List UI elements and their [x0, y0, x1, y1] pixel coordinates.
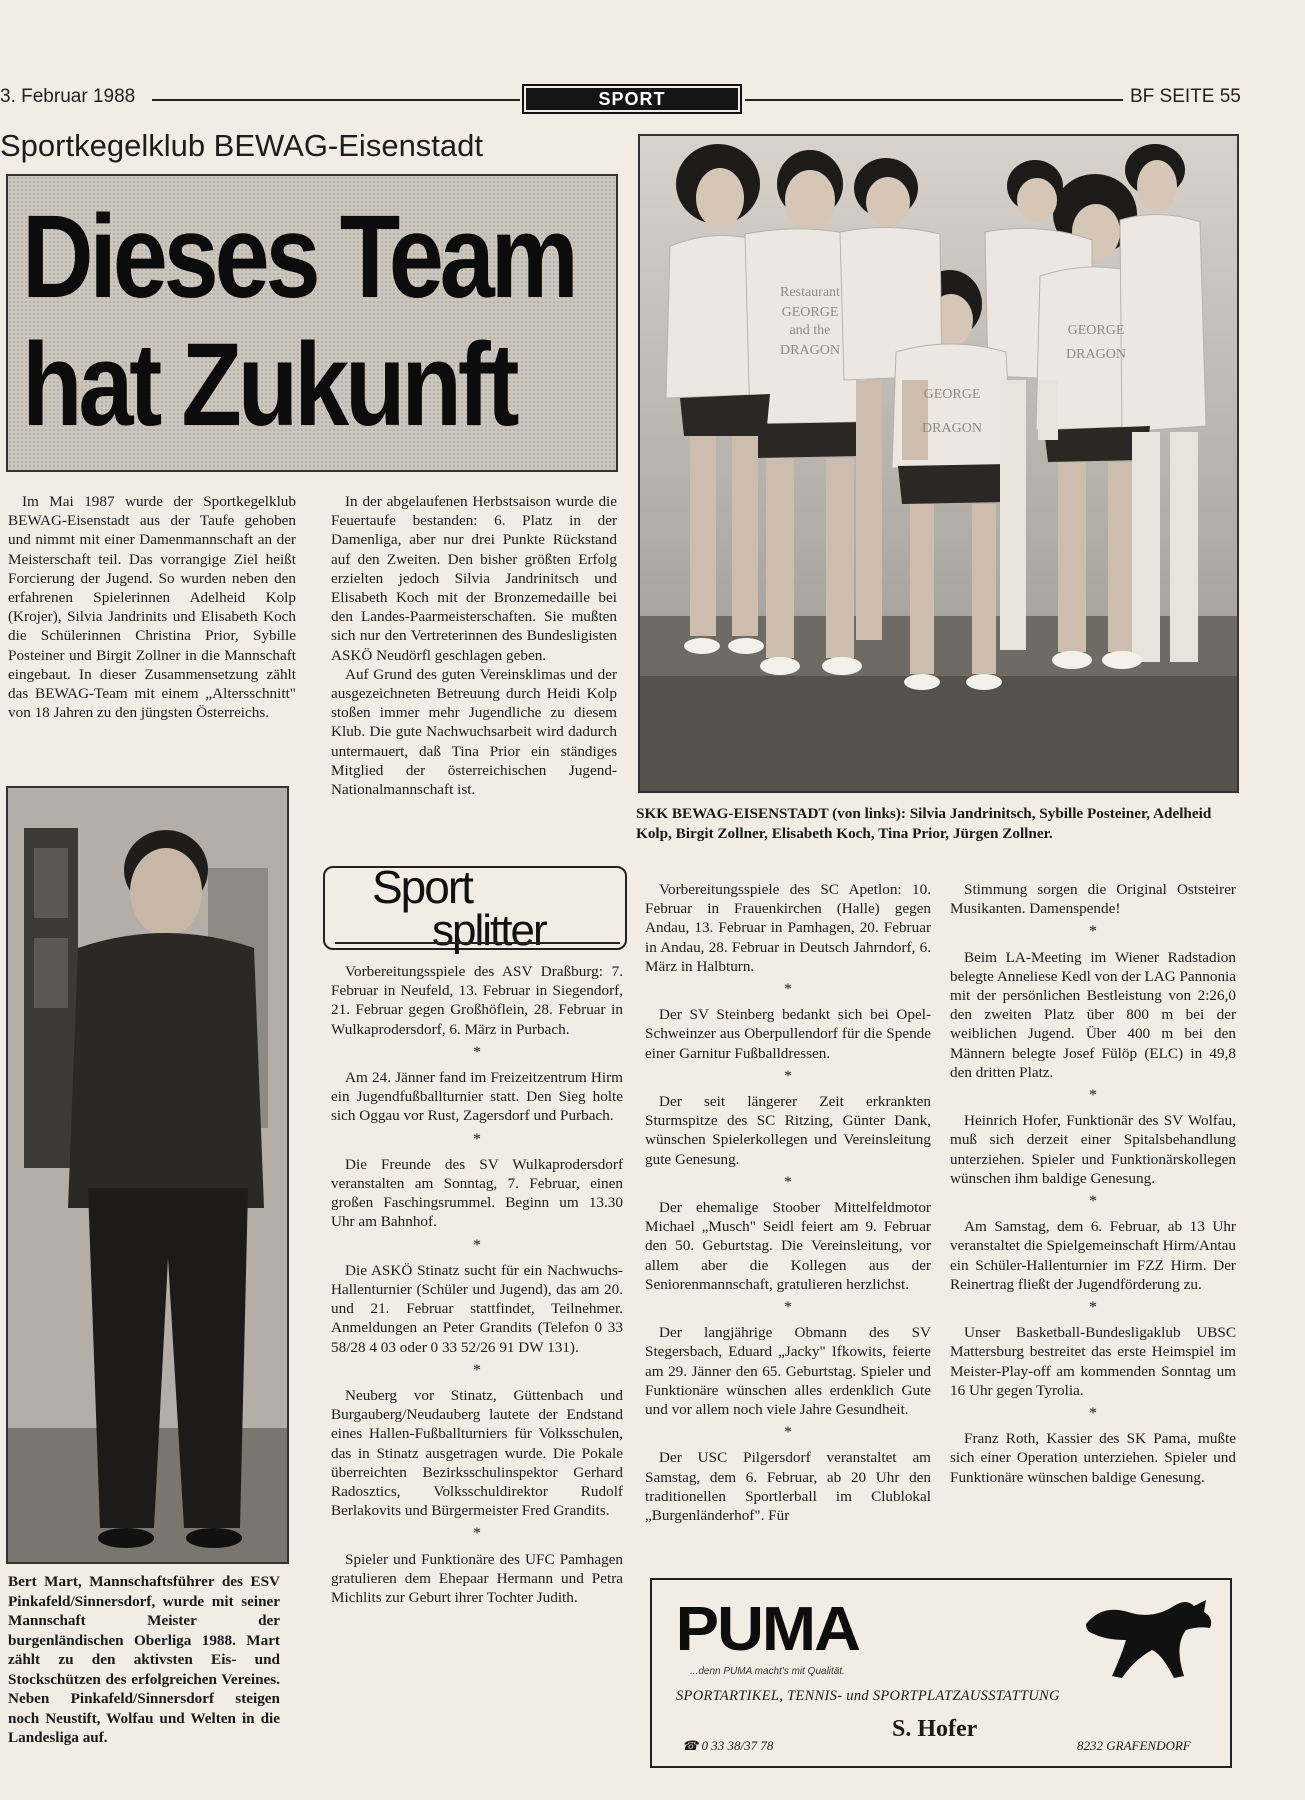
team-photo: [638, 134, 1239, 793]
page-number: BF SEITE 55: [1130, 86, 1241, 107]
splitter-item: Die ASKÖ Stinatz sucht für ein Nachwuchs-Hallenturnier (Schüler und Jugend), das am 20. und 21. Februar stattfindet, Teilnehmer. Anmeldungen an Peter Grandits (Telefon 0 33 58/28 4 03 oder 0 33 52/26 91 DW 131).: [331, 1261, 623, 1356]
separator-star: *: [1089, 923, 1097, 941]
shirt-text-5: GEORGE: [923, 387, 981, 402]
splitter-item: Am 24. Jänner fand im Freizeitzentrum Hirm ein Jugendfußballturnier statt. Den Sieg holte sich Oggau vor Rust, Zagersdorf und Purbach.: [331, 1069, 623, 1125]
separator-star: *: [473, 1236, 481, 1254]
separator-star: *: [473, 1043, 481, 1061]
separator-star: *: [784, 1424, 792, 1442]
article-column-2: [331, 492, 617, 799]
puma-cat-icon: [1082, 1594, 1222, 1682]
ad-products-line: SPORTARTIKEL, TENNIS- und SPORTPLATZAUSSTATTUNG: [676, 1688, 1060, 1704]
article-kicker: Sportkegelklub BEWAG-Eisenstadt: [0, 128, 484, 163]
splitter-item: Heinrich Hofer, Funktionär des SV Wolfau, muß sich derzeit einer Spitalsbehandlung unterziehen. Spieler und Funktionärskollegen wünschen ihm baldige Genesung.: [950, 1112, 1236, 1187]
splitter-item: Der SV Steinberg bedankt sich bei Opel-Schweinzer aus Oberpullendorf für die Spende einer Garnitur Fußballdressen.: [645, 1006, 931, 1062]
shirt-text-7: GEORGE: [1067, 323, 1125, 338]
shirt-text-8: DRAGON: [1066, 347, 1126, 362]
splitter-item: Neuberg vor Stinatz, Güttenbach und Burgauberg/Neudauberg lautete der Endstand eines Hallen-Fußballturniers für Volksschulen, das in Stinatz ausgetragen wurde. Die Pokale überreichten Bezirksschulinspektor Gerhard Radosztics, Volksschuldirektor Rudolf Berlakovits und Bürgermeister Fred Grandits.: [331, 1387, 623, 1520]
headline-box: [6, 174, 618, 472]
splitter-column-3: [950, 880, 1236, 1487]
issue-date: 3. Februar 1988: [0, 86, 136, 107]
ad-phone: [682, 1738, 773, 1754]
separator-star: *: [473, 1361, 481, 1379]
portrait-caption: Bert Mart, Mannschaftsführer des ESV Pinkafeld/Sinnersdorf, wurde mit seiner Mannschaft Meister der burgenländischen Oberliga 1988. Mart zählt zu den aktivsten Eis- und Stockschützen des erfolgreichen Vereines. Neben Pinkafeld/Sinnersdorf steigen noch Neustift, Wolfau und Welten in die Landesliga auf.: [8, 1573, 280, 1746]
splitter-item: Am Samstag, dem 6. Februar, ab 13 Uhr veranstaltet die Spielgemeinschaft Hirm/Antau ein Schüler-Hallenturnier im FZZ Hirm. Der Reinertrag fließt der Jugendförderung zu.: [950, 1218, 1236, 1293]
separator-star: *: [1089, 1405, 1097, 1423]
article-column-1: [8, 492, 296, 722]
section-badge: [522, 84, 742, 114]
headline-line-1: Dieses Team: [22, 191, 575, 323]
splitter-title-splitter: splitter: [432, 906, 546, 955]
splitter-item: Der ehemalige Stoober Mittelfeldmotor Michael „Musch" Seidl feiert am 9. Februar den 50. Geburtstag. Die Vereinsleitung, vor allem aber die Kollegen aus der Seniorenmannschaft, gratulieren herzlichst.: [645, 1199, 931, 1293]
ad-town: 8232 GRAFENDORF: [1077, 1738, 1191, 1753]
separator-star: *: [1089, 1193, 1097, 1211]
splitter-item: Vorbereitungsspiele des SC Apetlon: 10. Februar in Frauenkirchen (Halle) gegen Andau, 13. Februar in Pamhagen, 20. Februar in Andau, 28. Februar in Deutsch Jahrndorf, 6. März in Halbturn.: [645, 881, 931, 975]
article-col2-paragraph-1: In der abgelaufenen Herbstsaison wurde die Feuertaufe bestanden: 6. Platz in der Damenliga, aber nur drei Punkte Rückstand auf den Zweiten. Den bisher größten Erfolg erzielten jedoch Silvia Jandrinitsch und Elisabeth Koch mit der Bronzemedaille bei den Landes-Paarmeisterschaften. Sie mußten sich nur den Vertreterinnen des Bundesligisten ASKÖ Neudörfl geschlagen geben.: [331, 493, 617, 664]
shirt-text-1: Restaurant: [780, 285, 840, 300]
separator-star: *: [784, 1173, 792, 1191]
separator-star: *: [784, 1067, 792, 1085]
splitter-item: Franz Roth, Kassier des SK Pama, mußte sich einer Operation unterziehen. Spieler und Funktionäre wünschen baldige Genesung.: [950, 1430, 1236, 1486]
header-rule-right: [745, 99, 1123, 101]
puma-advertisement: [650, 1578, 1232, 1768]
separator-star: *: [784, 981, 792, 999]
team-photo-caption: SKK BEWAG-EISENSTADT (von links): Silvia Jandrinitsch, Sybille Posteiner, Adelheid Kolp, Birgit Zollner, Elisabeth Koch, Tina Prior, Jürgen Zollner.: [636, 805, 1212, 842]
splitter-item: Unser Basketball-Bundesligaklub UBSC Mattersburg bestreitet das erste Heimspiel im Meister-Play-off am kommenden Sonntag um 16 Uhr gegen Tyrolia.: [950, 1324, 1236, 1399]
separator-star: *: [784, 1299, 792, 1317]
splitter-item: Stimmung sorgen die Original Oststeirer Musikanten. Damenspende!: [950, 881, 1236, 918]
puma-logo: PUMA: [675, 1595, 859, 1664]
splitter-title-underline: [335, 942, 620, 944]
ad-shop-name: S. Hofer: [892, 1716, 978, 1742]
splitter-item: Spieler und Funktionäre des UFC Pamhagen gratulieren dem Ehepaar Hermann und Petra Michlits zur Geburt ihrer Tochter Judith.: [331, 1550, 623, 1607]
header-rule-left: [152, 99, 520, 101]
splitter-item: Beim LA-Meeting im Wiener Radstadion belegte Anneliese Kedl von der LAG Pannonia mit der persönlichen Bestleistung von 2:26,0 den zweiten Platz über 800 m bei der weiblichen Jugend. Über 400 m bei den Männern belegte Josef Fülöp (ELC) in 49,8 den dritten Platz.: [950, 948, 1236, 1081]
separator-star: *: [473, 1130, 481, 1148]
ad-slogan: ...denn PUMA macht's mit Qualität.: [690, 1666, 845, 1677]
splitter-item: Der langjährige Obmann des SV Stegersbach, Eduard „Jacky" Ifkowits, feierte am 29. Jänner den 65. Geburtstag. Spieler und Funktionäre wünschen alles erdenklich Gute und vor allem noch viele Jahre Gesundheit.: [645, 1324, 931, 1419]
separator-star: *: [473, 1525, 481, 1543]
splitter-item: Der USC Pilgersdorf veranstaltet am Samstag, dem 6. Februar, ab 20 Uhr den traditionellen Sportlerball im Clublokal „Burgenländerhof". Für: [645, 1449, 931, 1525]
article-col1-text: Im Mai 1987 wurde der Sportkegelklub BEWAG-Eisenstadt aus der Taufe gehoben und nimmt mit einer Damenmannschaft an der Meisterschaft teil. Das vorrangige Ziel heißt Forcierung der Jugend. So wurden neben den erfahrenen Spielerinnen Adelheid Kolp (Krojer), Silvia Jandrinits und Elisabeth Koch die Schülerinnen Christina Prior, Sybille Posteiner und Birgit Zollner in die Mannschaft eingebaut. In dieser Zusammensetzung zählt das BEWAG-Team mit einem „Altersschnitt" von 18 Jahren zu den jüngsten Österreichs.: [8, 493, 296, 722]
shirt-text-4: DRAGON: [780, 343, 840, 358]
portrait-photo: [6, 786, 289, 1564]
section-label: SPORT: [526, 88, 738, 110]
shirt-text-2: GEORGE: [781, 305, 839, 320]
portrait-graphic: [8, 788, 287, 1562]
separator-star: *: [1089, 1299, 1097, 1317]
phone-icon: ☎: [682, 1738, 702, 1753]
splitter-item: Vorbereitungsspiele des ASV Draßburg: 7. Februar in Neufeld, 13. Februar in Siegendorf, 21. Februar gegen Großhöflein, 28. Februar in Wulkaprodersdorf, 6. März in Purbach.: [331, 963, 623, 1038]
splitter-column-1: [331, 962, 623, 1607]
splitter-item: Der seit längerer Zeit erkrankten Sturmspitze des SC Ritzing, Günter Dank, wünschen Spielerkollegen und Vereinsleitung gute Genesung.: [645, 1093, 931, 1168]
shirt-text-6: DRAGON: [922, 421, 982, 436]
ad-phone-number: 0 33 38/37 78: [701, 1738, 774, 1753]
separator-star: *: [1089, 1087, 1097, 1105]
team-photo-graphic: [640, 136, 1237, 791]
headline-line-2: hat Zukunft: [22, 319, 516, 451]
splitter-title-sport: Sport: [372, 861, 472, 913]
article-col2-paragraph-2: Auf Grund des guten Vereinsklimas und der ausgezeichneten Betreuung durch Heidi Kolp stoßen immer mehr Jugendliche zu diesem Klub. Die gute Nachwuchsarbeit wird dadurch untermauert, daß Tina Prior ein ständiges Mitglied der österreichischen Jugend-Nationalmannschaft ist.: [331, 665, 617, 799]
shirt-text-3: and the: [789, 323, 831, 338]
splitter-column-2: [645, 880, 931, 1525]
splitter-item: Die Freunde des SV Wulkaprodersdorf veranstalten am Sonntag, 7. Februar, einen großen Faschingsrummel. Beginn um 13.30 Uhr am Bahnhof.: [331, 1155, 623, 1231]
